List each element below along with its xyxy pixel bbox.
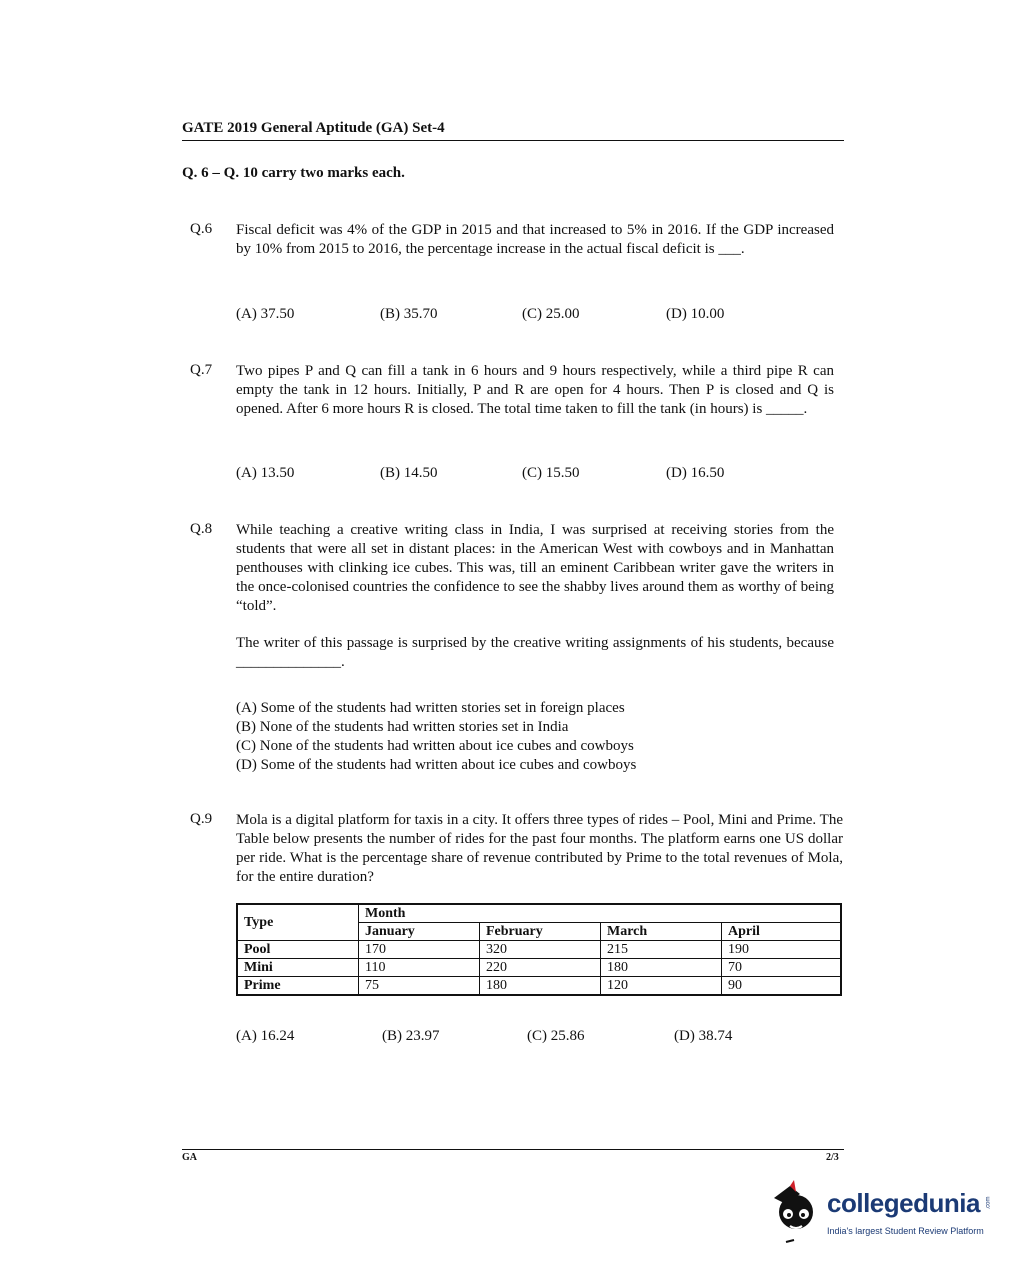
- option-b: (B) 14.50: [380, 465, 438, 481]
- question-text: While teaching a creative writing class in India, I was surprised at receiving stories from the students that were all set in distant places: in the American West with cowboys and in Manhattan penthouses with clinking ice cubes. This was, till an eminent Caribbean writer gave the writers in the once-colonised countries the confidence to see the shabby lives around them as worthy of being “told”.: [236, 522, 834, 614]
- table-row: [237, 977, 841, 996]
- option-a: (A) Some of the students had written stories set in foreign places: [236, 700, 625, 716]
- question-text: Fiscal deficit was 4% of the GDP in 2015 and that increased to 5% in 2016. If the GDP increased by 10% from 2015 to 2016, the percentage increase in the actual fiscal deficit is ___.: [236, 222, 834, 257]
- page-header: GATE 2019 General Aptitude (GA) Set-4: [182, 120, 844, 141]
- option-c: (C) 25.00: [522, 306, 580, 322]
- table-header-row: [237, 904, 841, 923]
- option-c: (C) 15.50: [522, 465, 580, 481]
- question-text: Two pipes P and Q can fill a tank in 6 hours and 9 hours respectively, while a third pipe R can empty the tank in 12 hours. Initially, P and R are open for 4 hours. Then P is closed and Q is opened. After 6 more hours R is closed. The total time taken to fill the tank (in hours) is _____.: [236, 363, 834, 417]
- option-c: (C) 25.86: [527, 1028, 585, 1044]
- table-cell: 170: [359, 941, 480, 959]
- logo-tagline: India's largest Student Review Platform: [827, 1226, 984, 1236]
- table-cell: 180: [601, 959, 722, 977]
- logo-suffix: .com: [985, 1196, 992, 1210]
- table-header-type: Type: [237, 904, 359, 941]
- options-list: [236, 699, 636, 775]
- table-cell: 320: [480, 941, 601, 959]
- table-cell: Mini: [237, 959, 359, 977]
- question-prompt: The writer of this passage is surprised by the creative writing assignments of his students, because ______________.: [236, 635, 834, 670]
- section-title: Q. 6 – Q. 10 carry two marks each.: [182, 165, 405, 181]
- option-d: (D) Some of the students had written about ice cubes and cowboys: [236, 757, 637, 773]
- table-header-cell: January: [359, 923, 480, 941]
- question-number: Q.8: [190, 521, 213, 537]
- footer-divider: [182, 1149, 844, 1150]
- mascot-icon: [768, 1178, 826, 1246]
- question-text: Mola is a digital platform for taxis in a city. It offers three types of rides – Pool, Mini and Prime. The Table below presents the number of rides for the past four months. The platform earns one US dollar per ride. What is the percentage share of revenue contributed by Prime to the total revenues of Mola, for the entire duration?: [236, 812, 843, 885]
- option-c: (C) None of the students had written about ice cubes and cowboys: [236, 738, 634, 754]
- question-number: Q.6: [190, 221, 213, 237]
- option-d: (D) 38.74: [674, 1028, 733, 1044]
- table-cell: 70: [722, 959, 842, 977]
- question-number: Q.7: [190, 362, 213, 378]
- footer-section-label: GA: [182, 1152, 197, 1163]
- table-cell: 180: [480, 977, 601, 996]
- option-a: (A) 16.24: [236, 1028, 295, 1044]
- table-header-month: Month: [359, 904, 842, 923]
- table-cell: Pool: [237, 941, 359, 959]
- table-row: [237, 941, 841, 959]
- table-header-cell: April: [722, 923, 842, 941]
- table-row: [237, 959, 841, 977]
- option-b: (B) 23.97: [382, 1028, 440, 1044]
- option-a: (A) 37.50: [236, 306, 295, 322]
- table-cell: Prime: [237, 977, 359, 996]
- table-cell: 215: [601, 941, 722, 959]
- table-header-cell: March: [601, 923, 722, 941]
- table-header-cell: February: [480, 923, 601, 941]
- option-d: (D) 10.00: [666, 306, 725, 322]
- logo-wordmark: collegedunia: [827, 1188, 980, 1218]
- table-cell: 190: [722, 941, 842, 959]
- question-number: Q.9: [190, 811, 213, 827]
- table-cell: 110: [359, 959, 480, 977]
- option-a: (A) 13.50: [236, 465, 295, 481]
- collegedunia-logo: [768, 1178, 993, 1238]
- table-cell: 220: [480, 959, 601, 977]
- table-cell: 75: [359, 977, 480, 996]
- rides-table: [236, 903, 842, 996]
- option-b: (B) 35.70: [380, 306, 438, 322]
- page-number: 2/3: [826, 1152, 839, 1163]
- table-cell: 120: [601, 977, 722, 996]
- table-cell: 90: [722, 977, 842, 996]
- option-b: (B) None of the students had written stories set in India: [236, 719, 569, 735]
- option-d: (D) 16.50: [666, 465, 725, 481]
